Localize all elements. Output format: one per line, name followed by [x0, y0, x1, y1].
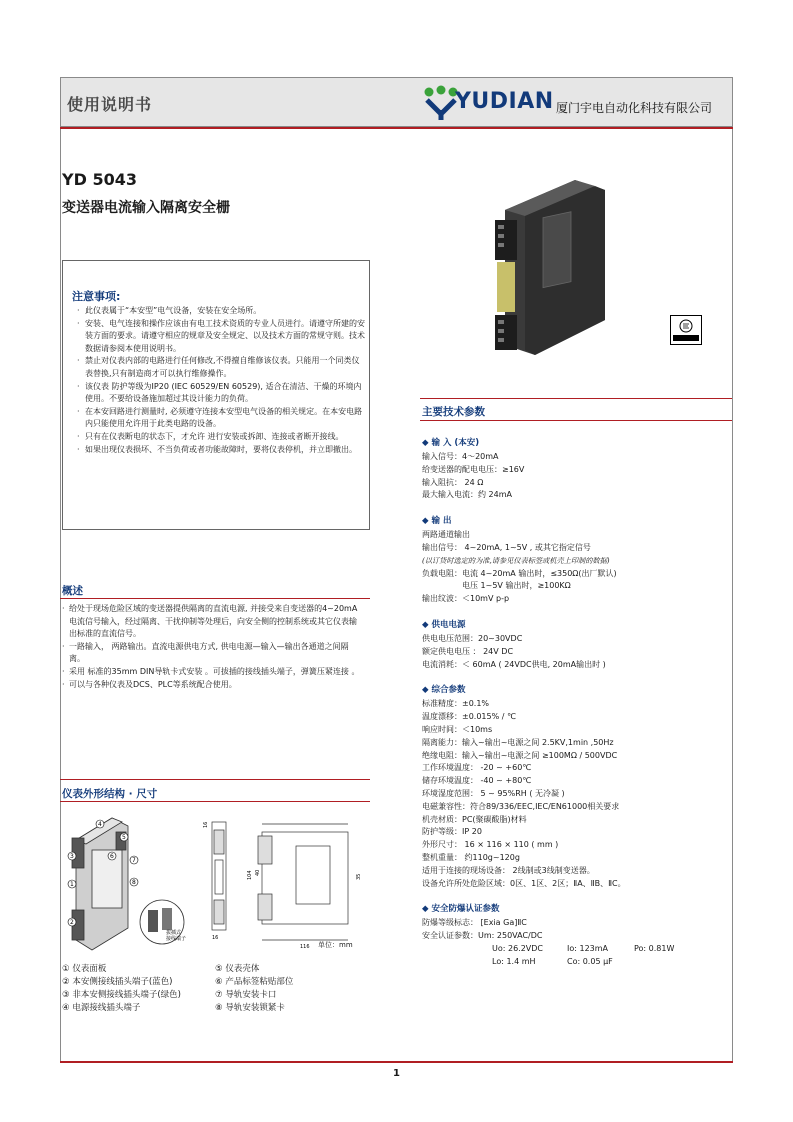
notice-box: [62, 260, 370, 530]
ex-certification-icon: [670, 315, 702, 345]
dim-inner-label: 40: [255, 869, 261, 876]
spec-row: 环境湿度范围： 5 ~ 95%RH ( 无冷凝 ): [422, 788, 565, 798]
spec-row: 机壳材质：PC(聚碳酸脂)材料: [422, 814, 527, 824]
specs-list: [422, 436, 732, 969]
spec-row: 供电电压范围：20~30VDC: [422, 633, 523, 643]
dim-side-label: 35: [356, 873, 362, 880]
notice-item: · 禁止对仪表内部的电路进行任何修改,不得擅自维修该仪表。只能用一个同类仪表替换,只有制造商才可以执行维修操作。: [77, 355, 367, 380]
legend-item: ⑥ 产品标签粘贴部位: [215, 977, 294, 987]
notice-item: · 该仪表 防护等级为IP20 (IEC 60529/EN 60529), 适合在清洁、干燥的环境内使用。不要给设备施加超过其设计能力的负荷。: [77, 381, 367, 406]
spec-row: 输出纹波：＜10mV p-p: [422, 594, 510, 604]
spec-row: 输出信号： 4~20mA, 1~5V , 或其它指定信号: [422, 542, 591, 552]
spec-row: 响应时间：＜10ms: [422, 724, 493, 734]
callout-8: 8: [132, 879, 136, 886]
legend-item: ① 仪表面板: [62, 964, 107, 974]
spec-row: 电压 1~5V 输出时，≥100KΩ: [422, 581, 571, 591]
legend-item: ⑦ 导轨安装卡口: [215, 990, 277, 1000]
callout-5: 5: [122, 834, 126, 841]
spec-row: 给变送器的配电电压：≥16V: [422, 464, 525, 474]
spec-row: 两路通道输出: [422, 530, 470, 540]
spec-note: (以订货时选定的为准,请参见仪表标签或机壳上印制的数据): [422, 555, 610, 565]
header-rule: [60, 127, 733, 129]
spec-row: 防爆等级标志： [Exia Ga]ⅡC: [422, 918, 527, 928]
spec-row: 设备允许所处危险区域：0区、1区、2区；ⅡA、ⅡB、ⅡC。: [422, 878, 626, 888]
param-po: Po: 0.81W: [634, 943, 675, 953]
spec-row: 标准精度：±0.1%: [422, 699, 490, 709]
overview-list: [62, 603, 362, 691]
dimension-drawing-icon: [62, 810, 367, 955]
callout-3: 3: [70, 853, 74, 860]
specs-title: 主要技术参数: [422, 406, 485, 418]
legend-left: [62, 963, 181, 1015]
spec-row: 输入阻抗： 24 Ω: [422, 477, 484, 487]
safety-params-row: [422, 956, 732, 969]
spec-row: 隔离能力：输入~输出~电源之间 2.5KV,1min ,50Hz: [422, 737, 614, 747]
legend-right: [215, 963, 293, 1015]
page-number: 1: [393, 1068, 400, 1079]
spec-row: 防护等级：IP 20: [422, 827, 482, 837]
product-photo-icon: [485, 170, 615, 360]
notice-item: · 如果出现仪表损坏、不当负荷或者功能故障时，要将仪表停机，并立即撤出。: [77, 444, 367, 457]
spec-row: 电流消耗：＜ 60mA ( 24VDC供电, 20mA输出时 ): [422, 659, 606, 669]
spec-row: 输入信号：4～20mA: [422, 452, 499, 461]
dim-top-label: 16: [203, 821, 209, 828]
spec-row: 安全认证参数：Um: 250VAC/DC: [422, 931, 543, 941]
spec-row: 工作环境温度： -20 ~ +60℃: [422, 763, 532, 773]
notice-title: 注意事项:: [72, 290, 121, 303]
dim-width-label: 116: [300, 944, 310, 950]
dim-front-label: 16: [212, 935, 219, 941]
ex-certification-mark: [670, 315, 702, 345]
plug-label-1: 拔插式: [166, 930, 182, 936]
spec-row: 绝缘电阻：输入~输出~电源之间 ≥100MΩ / 500VDC: [422, 750, 618, 760]
legend-item: ② 本安侧接线插头端子(蓝色): [62, 977, 173, 987]
dimensions-top-rule: [60, 779, 370, 780]
model-number: YD 5043: [62, 170, 137, 189]
output-heading: ◆ 输 出: [422, 516, 452, 527]
dimensions-rule: [60, 801, 370, 802]
overview-item: · 可以与各种仪表及DCS、PLC等系统配合使用。: [62, 679, 362, 692]
footer-rule: [60, 1061, 733, 1063]
overview-item: · 给处于现场危险区域的变送器提供隔离的直流电源, 并接受来自变送器的4~20mA电流信号输入，经过隔离、干扰抑制等处理后，向安全侧的控制系统或其它仪表输出标准的直流信号。: [62, 603, 362, 641]
param-co: Co: 0.05 μF: [567, 956, 613, 966]
company-name: 厦门宇电自动化科技有限公司: [556, 101, 713, 115]
power-heading: ◆ 供电电源: [422, 619, 466, 630]
spec-row: 额定供电电压 ： 24V DC: [422, 646, 514, 656]
notice-item: · 只有在仪表断电的状态下，才允许 进行安装或拆卸、连接或者断开接线。: [77, 431, 367, 444]
dimensions-title: 仪表外形结构 · 尺寸: [62, 788, 158, 800]
callout-4: 4: [98, 821, 102, 828]
overview-rule: [60, 598, 370, 599]
plug-label-2: 接线端子: [166, 936, 187, 942]
manual-title: 使用说明书: [67, 95, 153, 114]
brand-name: YUDIAN: [455, 89, 554, 114]
input-heading: ◆ 输 入 (本安): [422, 438, 480, 448]
callout-7: 7: [132, 857, 136, 864]
legend-item: ⑤ 仪表壳体: [215, 964, 260, 974]
notice-item: · 在本安回路进行测量时, 必须遵守连接本安型电气设备的相关规定。在本安电路内只能使用允许用于此类电路的设备。: [77, 406, 367, 431]
legend-item: ⑧ 导轨安装锁紧卡: [215, 1003, 285, 1013]
callout-6: 6: [110, 853, 114, 860]
spec-row: 负载电阻：电流 4~20mA 输出时，≤350Ω(出厂默认): [422, 568, 617, 578]
param-uo: Uo: 26.2VDC: [492, 943, 544, 953]
safety-heading: ◆ 安全防爆认证参数: [422, 904, 500, 915]
spec-row: 整机重量： 约110g~120g: [422, 852, 520, 862]
spec-row: 温度漂移：±0.015% / ℃: [422, 712, 516, 722]
callout-1: 1: [70, 881, 74, 888]
general-heading: ◆ 综合参数: [422, 685, 466, 696]
product-subtitle: 变送器电流输入隔离安全栅: [62, 200, 230, 216]
notice-item: · 安装、电气连接和操作应该由有电工技术资质的专业人员进行。请遵守所建的安装方面的要求。请遵守相应的规章及安全规定、以及技术方面的常规守则。技术数据请参阅本使用说明书。: [77, 318, 367, 356]
page-header: [60, 77, 733, 127]
dimension-drawing: [62, 810, 367, 955]
spec-row: 最大输入电流：约 24mA: [422, 490, 512, 500]
notice-item: · 此仪表属于“本安型”电气设备，安装在安全场所。: [77, 305, 367, 318]
dim-height-label: 104: [247, 870, 253, 880]
spec-row: 适用于连接的现场设备： 2线制或3线制变送器。: [422, 865, 595, 875]
legend-item: ④ 电源接线插头端子: [62, 1003, 141, 1013]
specs-rule: [420, 420, 732, 421]
unit-note: 单位：mm: [318, 941, 353, 949]
spec-row: 储存环境温度： -40 ~ +80℃: [422, 776, 532, 786]
specs-top-rule: [420, 398, 732, 399]
legend-item: ③ 非本安侧接线插头端子(绿色): [62, 990, 181, 1000]
spec-row: 电磁兼容性：符合89/336/EEC,IEC/EN61000相关要求: [422, 801, 620, 811]
param-lo: Lo: 1.4 mH: [492, 956, 536, 966]
overview-title: 概述: [62, 585, 83, 597]
callout-2: 2: [70, 919, 74, 926]
overview-item: · 采用 标准的35mm DIN导轨卡式安装 。可拔插的接线插头端子，弹簧压紧连接 。: [62, 666, 362, 679]
notice-list: [77, 305, 367, 456]
safety-params-row: [422, 943, 732, 956]
param-io: Io: 123mA: [567, 943, 609, 953]
product-photo: [485, 170, 615, 360]
overview-item: · 一路输入， 两路输出。直流电源供电方式, 供电电源—输入—输出各通道之间隔离。: [62, 641, 362, 666]
spec-row: 外形尺寸： 16 × 116 × 110 ( mm ): [422, 840, 559, 850]
